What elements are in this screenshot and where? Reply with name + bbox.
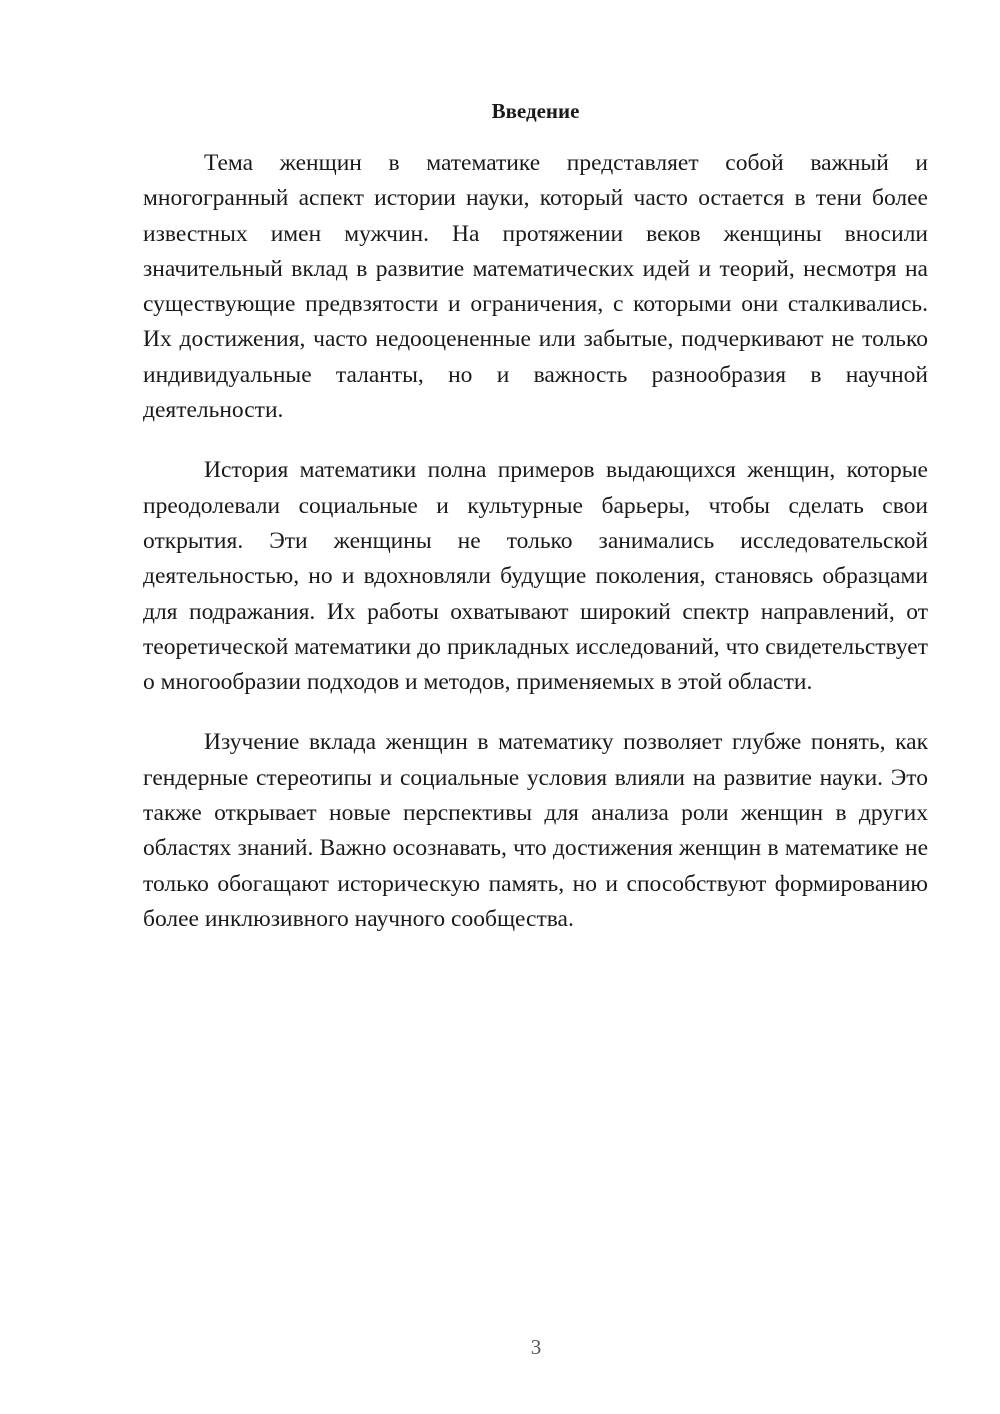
paragraph-1: Тема женщин в математике представляет собой важный и многогранный аспект истории науки, который часто остается в тени более известных имен мужчин. На протяжении веков женщины вносили значительный вклад в развитие математических идей и теорий, несмотря на существующие предвзятости и ограничения, с которыми они сталкивались. Их достижения, часто недооцененные или забытые, подчеркивают не только индивидуальные таланты, но и важность разнообразия в научной деятельности. <box>143 150 928 424</box>
paragraph-3: Изучение вклада женщин в математику позволяет глубже понять, как гендерные стереотипы и социальные условия влияли на развитие науки. Это также открывает новые перспективы для анализа роли женщин в других областях знаний. Важно осознавать, что достижения женщин в математике не только обогащают историческую память, но и способствуют формированию более инклюзивного научного сообщества. <box>143 729 928 932</box>
section-title: Введение <box>491 99 580 123</box>
page-content <box>143 96 928 962</box>
paragraph-2: История математики полна примеров выдающихся женщин, которые преодолевали социальные и культурные барьеры, чтобы сделать свои открытия. Эти женщины не только занимались исследовательской деятельностью, но и вдохновляли будущие поколения, становясь образцами для подражания. Их работы охватывают широкий спектр направлений, от теоретической математики до прикладных исследований, что свидетельствует о многообразии подходов и методов, применяемых в этой области. <box>143 457 928 696</box>
page-number: 3 <box>530 1335 542 1359</box>
